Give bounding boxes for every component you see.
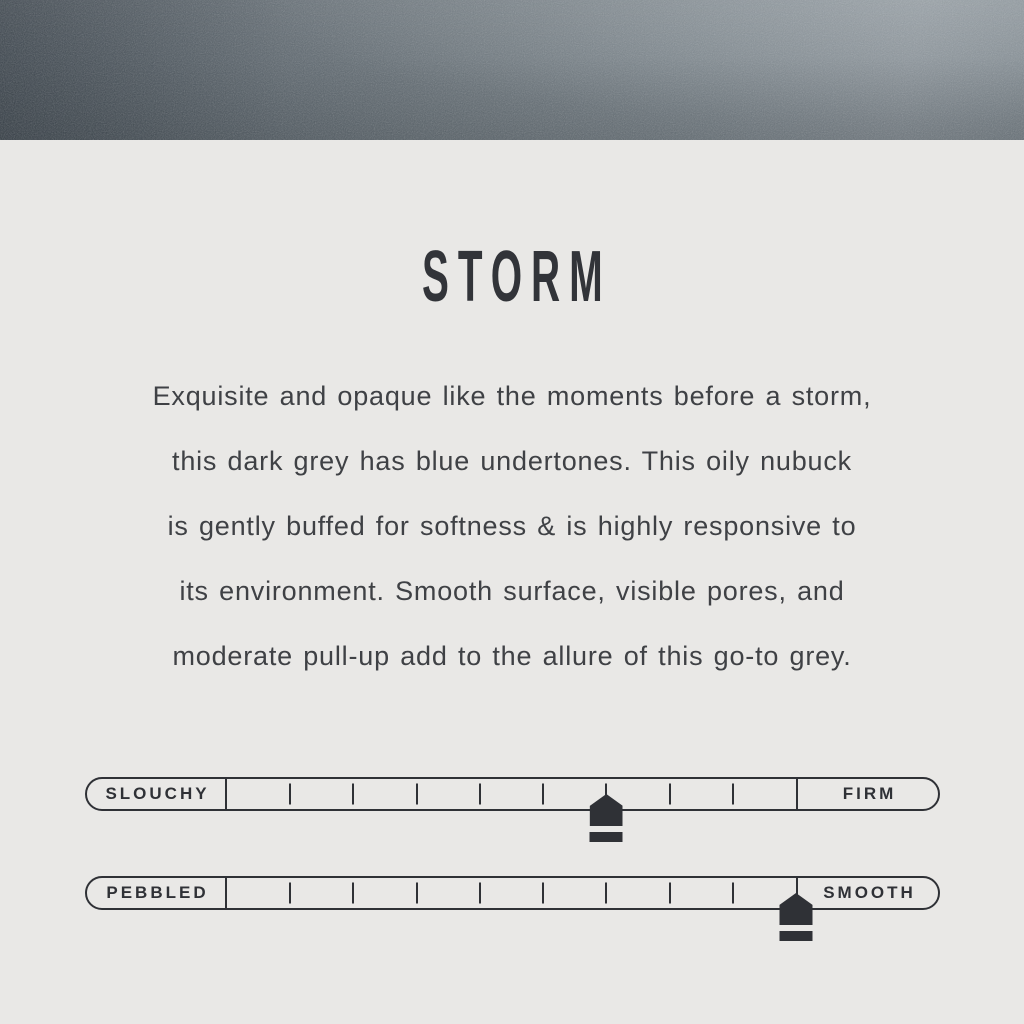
marker-arrow-icon — [590, 794, 623, 826]
slider-tick — [289, 784, 291, 805]
description-line: is gently buffed for softness & is highly responsive to — [167, 511, 857, 541]
slider-tick — [669, 784, 671, 805]
slider-track — [225, 779, 798, 809]
slider-track — [225, 878, 798, 908]
slider-left-label: SLOUCHY — [105, 784, 210, 803]
slider-tick — [352, 883, 354, 904]
page-title-text: STORM — [421, 237, 612, 317]
slider-pebbled-smooth — [85, 876, 940, 910]
leather-texture-image — [0, 0, 1024, 140]
marker-arrow-icon — [780, 893, 813, 925]
description-line: moderate pull-up add to the allure of this go-to grey. — [172, 641, 852, 671]
slider-marker — [780, 893, 813, 941]
slider-tick — [479, 784, 481, 805]
marker-base — [780, 931, 813, 941]
description-line: Exquisite and opaque like the moments before a storm, — [152, 381, 872, 411]
marker-base — [590, 832, 623, 842]
color-description — [0, 364, 1024, 689]
slider-tick — [416, 784, 418, 805]
slider-tick — [416, 883, 418, 904]
slider-tick — [352, 784, 354, 805]
slider-tick — [542, 784, 544, 805]
slider-right-label-section — [798, 779, 938, 809]
slider-left-label-section — [87, 779, 225, 809]
description-line: its environment. Smooth surface, visible pores, and — [179, 576, 845, 606]
slider-left-label: PEBBLED — [106, 883, 209, 902]
slider-tick — [669, 883, 671, 904]
slider-right-label-section — [798, 878, 938, 908]
slider-marker — [590, 794, 623, 842]
slider-tick — [289, 883, 291, 904]
slider-left-label-section — [87, 878, 225, 908]
page-title — [0, 236, 1024, 318]
slider-tick — [605, 883, 607, 904]
slider-tick — [732, 883, 734, 904]
texture-grain-overlay — [0, 0, 1024, 140]
slider-right-label: FIRM — [842, 784, 897, 803]
description-line: this dark grey has blue undertones. This oily nubuck — [172, 446, 852, 476]
slider-tick — [542, 883, 544, 904]
slider-right-label: SMOOTH — [823, 883, 916, 902]
slider-tick — [732, 784, 734, 805]
slider-slouchy-firm — [85, 777, 940, 811]
slider-tick — [479, 883, 481, 904]
